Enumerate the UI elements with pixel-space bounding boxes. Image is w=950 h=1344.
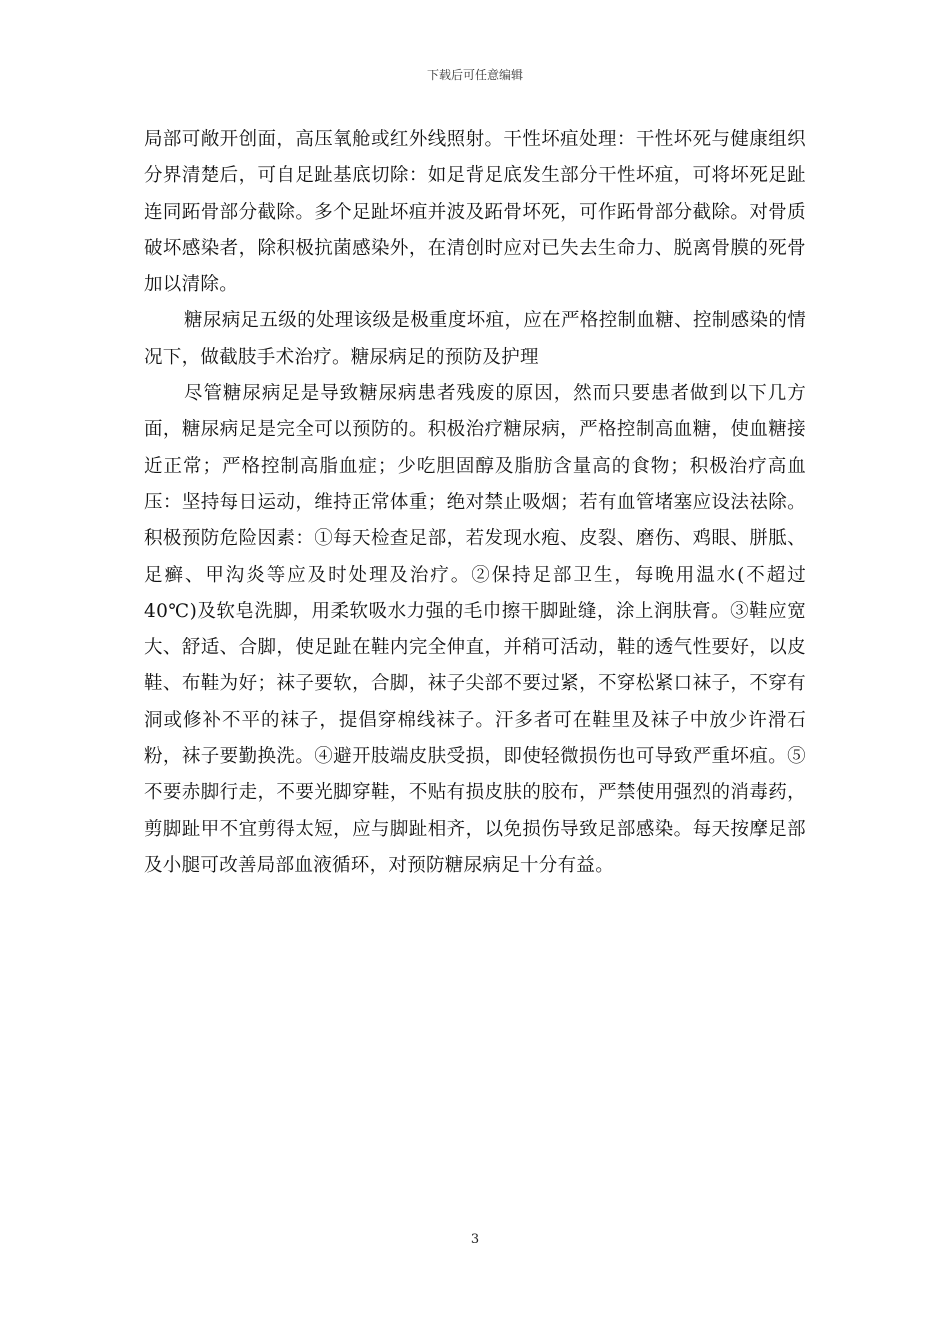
page-header: 下载后可任意编辑: [426, 68, 523, 82]
paragraph-grade-five: 糖尿病足五级的处理该级是极重度坏疽，应在严格控制血糖、控制感染的情况下，做截肢手术治疗。糖尿病足的预防及护理: [144, 310, 806, 368]
paragraph-prevention: 尽管糖尿病足是导致糖尿病患者残废的原因，然而只要患者做到以下几方面，糖尿病足是完全可以预防的。积极治疗糖尿病，严格控制高血糖，使血糖接近正常；严格控制高脂血症；少吃胆固醇及脂肪含量高的食物；积极治疗高血压：坚持每日运动，维持正常体重；绝对禁止吸烟；若有血管堵塞应设法祛除。积极预防危险因素：①每天检查足部，若发现水疱、皮裂、磨伤、鸡眼、胼胝、足癣、甲沟炎等应及时处理及治疗。②保持足部卫生，每晚用温水(不超过 40℃)及软皂洗脚，用柔软吸水力强的毛巾擦干脚趾缝，涂上润肤膏。③鞋应宽大、舒适、合脚，使足趾在鞋内完全伸直，并稍可活动，鞋的透气性要好，以皮鞋、布鞋为好；袜子要软，合脚，袜子尖部不要过紧，不穿松紧口袜子，不穿有洞或修补不平的袜子，提倡穿棉线袜子。汗多者可在鞋里及袜子中放少许滑石粉，袜子要勤换洗。④避开肢端皮肤受损，即使轻微损伤也可导致严重坏疽。⑤不要赤脚行走，不要光脚穿鞋，不贴有损皮肤的胶布，严禁使用强烈的消毒药，剪脚趾甲不宜剪得太短，应与脚趾相齐，以免损伤导致足部感染。每天按摩足部及小腿可改善局部血液循环，对预防糖尿病足十分有益。: [144, 383, 806, 876]
page-number: 3: [470, 1232, 480, 1247]
paragraph-wound-treatment: 局部可敞开创面，高压氧舱或红外线照射。干性坏疽处理：干性坏死与健康组织分界清楚后，可自足趾基底切除：如足背足底发生部分干性坏疽，可将坏死足趾连同跖骨部分截除。多个足趾坏疽并波及跖骨坏死，可作跖骨部分截除。对骨质破坏感染者，除积极抗菌感染外，在清创时应对已失去生命力、脱离骨膜的死骨加以清除。: [144, 129, 806, 296]
document-body: [144, 122, 806, 884]
